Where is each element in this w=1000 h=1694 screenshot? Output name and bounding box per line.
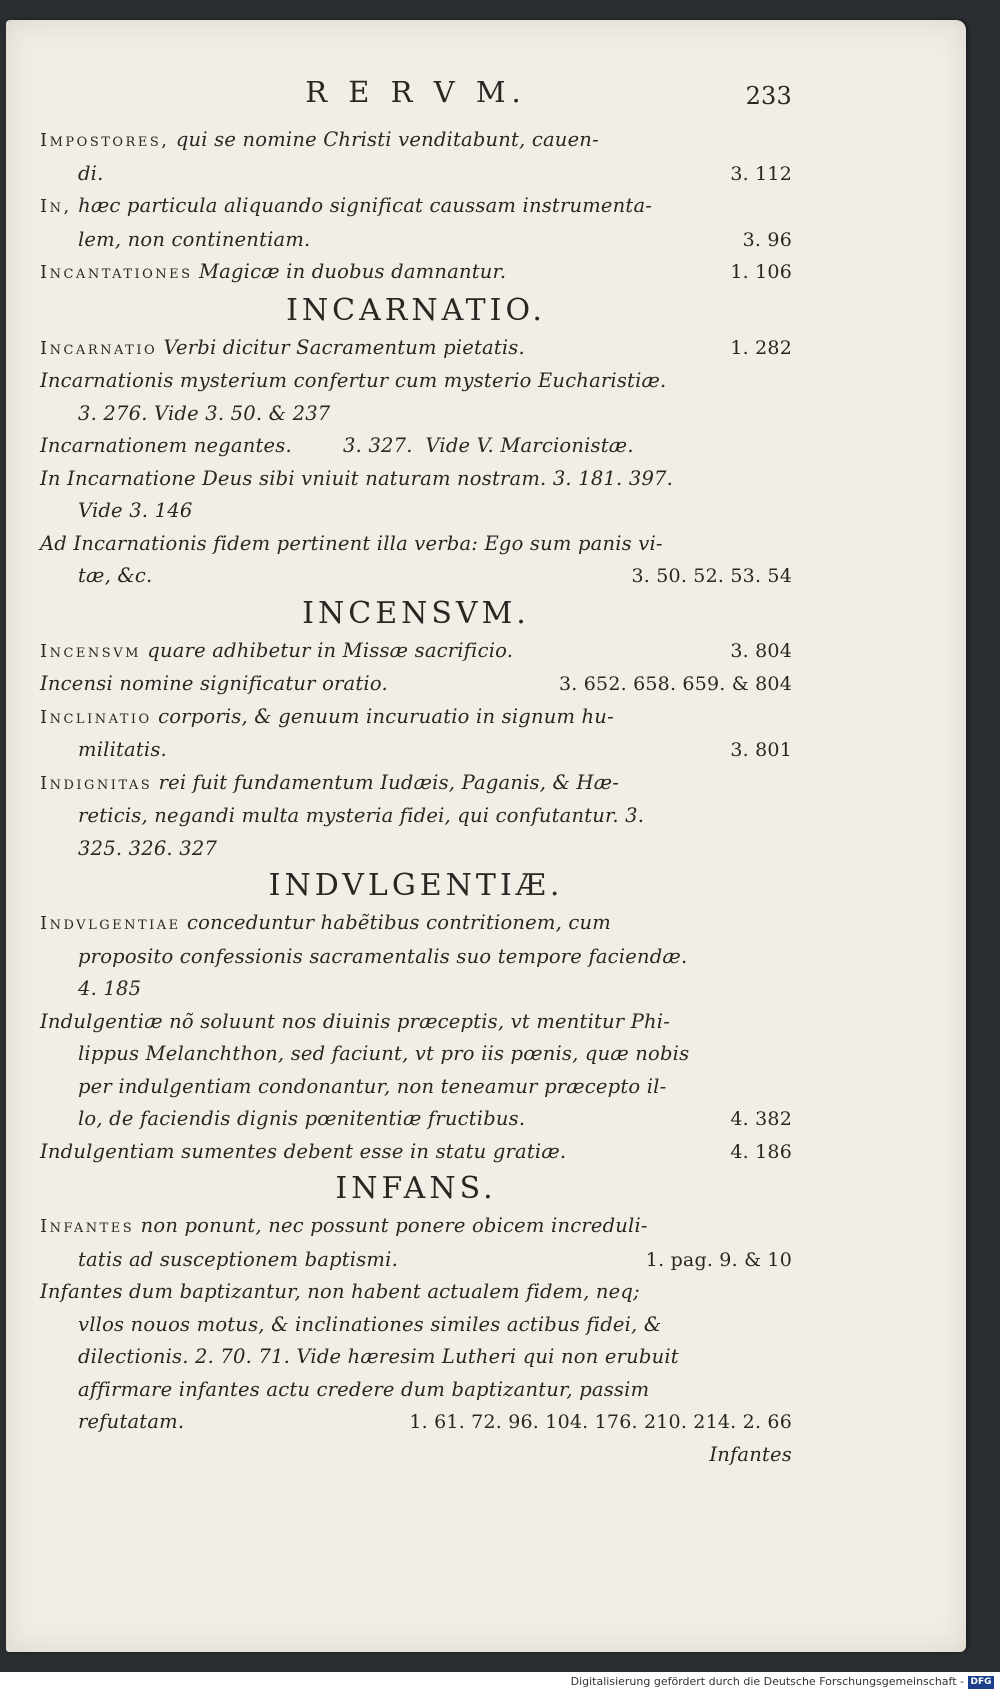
page-reference: 3. 801 bbox=[730, 739, 792, 761]
index-entry bbox=[40, 463, 792, 528]
index-entry bbox=[40, 635, 792, 669]
entry-text: 3. 276. Vide 3. 50. & 237 bbox=[78, 401, 331, 425]
entry-line bbox=[40, 1406, 792, 1439]
entry-text: corporis, & genuum incuruatio in signum hu- bbox=[151, 704, 614, 728]
entry-text: conceduntur habẽtibus contritionem, cum bbox=[180, 911, 611, 934]
section-heading: INDVLGENTIÆ. bbox=[268, 868, 564, 903]
entry-line bbox=[40, 734, 792, 767]
entry-line bbox=[40, 256, 792, 290]
index-entry bbox=[40, 1276, 792, 1439]
entry-text: lem, non continentiam. bbox=[78, 227, 311, 251]
entry-line bbox=[40, 833, 792, 866]
book-page bbox=[6, 20, 966, 1652]
entry-text: rei fuit fundamentum Iudæis, Paganis, & Hæ- bbox=[152, 770, 620, 794]
entry-text: qui se nomine Christi venditabunt, cauen- bbox=[169, 128, 599, 151]
footer-credit: Digitalisierung gefördert durch die Deutsche Forschungsgemeinschaft - bbox=[570, 1675, 964, 1688]
entry-text: dilectionis. 2. 70. 71. Vide hæresim Lutheri qui non erubuit bbox=[78, 1345, 679, 1368]
entry-text: Indulgentiæ nõ soluunt nos diuinis præceptis, vt mentitur Phi- bbox=[40, 1009, 671, 1033]
entry-line bbox=[40, 1136, 792, 1169]
entry-lead-word: Incantationes bbox=[40, 262, 193, 283]
entry-text: refutatam. bbox=[78, 1410, 185, 1433]
running-head bbox=[40, 72, 792, 124]
section-heading: INFANS. bbox=[335, 1171, 497, 1206]
dfg-logo: DFG bbox=[968, 1676, 994, 1689]
entry-line bbox=[40, 1210, 792, 1244]
entry-text: vllos nouos motus, & inclinationes similes actibus fidei, & bbox=[78, 1312, 662, 1336]
page-reference: 3. 112 bbox=[730, 162, 792, 185]
entry-line bbox=[40, 1374, 792, 1407]
entry-line bbox=[40, 907, 792, 941]
entry-text: 325. 326. 327 bbox=[78, 836, 218, 860]
entry-text: Infantes dum baptizantur, non habent actualem fidem, neq; bbox=[40, 1280, 640, 1303]
index-entry bbox=[40, 767, 792, 866]
index-content bbox=[40, 72, 792, 1471]
entry-text: di. bbox=[78, 161, 104, 185]
entry-line bbox=[40, 190, 792, 224]
entry-line bbox=[40, 1038, 792, 1071]
entry-line bbox=[40, 158, 792, 191]
entry-text: Incarnationis mysterium confertur cum mysterio Eucharistiæ. bbox=[40, 369, 667, 392]
entry-text: non ponunt, nec possunt ponere obicem increduli- bbox=[134, 1214, 648, 1237]
entry-text: Verbi dicitur Sacramentum pietatis. bbox=[157, 335, 525, 359]
entry-line bbox=[40, 701, 792, 735]
index-sections bbox=[40, 124, 792, 1439]
entry-line bbox=[40, 668, 792, 701]
page-reference: 1. pag. 9. & 10 bbox=[645, 1248, 792, 1271]
entry-text: In Incarnatione Deus sibi vniuit naturam nostram. 3. 181. 397. bbox=[40, 466, 674, 490]
entry-text: Vide 3. 146 bbox=[78, 499, 193, 522]
entry-text: Incarnationem negantes. 3. 327. Vide V. Marcionistæ. bbox=[40, 434, 634, 457]
entry-text: Incensi nomine significatur oratio. bbox=[40, 672, 388, 695]
running-head-word: R E R V M. bbox=[305, 75, 527, 109]
index-entry bbox=[40, 701, 792, 767]
digitization-footer bbox=[0, 1672, 1000, 1694]
index-entry bbox=[40, 1136, 792, 1169]
entry-line bbox=[40, 528, 792, 561]
entry-text: quare adhibetur in Missæ sacrificio. bbox=[140, 638, 514, 662]
index-entry bbox=[40, 332, 792, 366]
entry-lead-word: Incensvm bbox=[40, 640, 141, 662]
entry-line bbox=[40, 124, 792, 158]
index-entry bbox=[40, 256, 792, 290]
entry-lead-word: Infantes bbox=[40, 1216, 135, 1237]
page-reference: 3. 96 bbox=[742, 228, 792, 251]
index-entry bbox=[40, 1006, 792, 1136]
entry-line bbox=[40, 224, 792, 257]
entry-text: per indulgentiam condonantur, non teneamur præcepto il- bbox=[78, 1074, 667, 1098]
entry-lead-word: Inclinatio bbox=[40, 706, 152, 728]
entry-lead-word: Indignitas bbox=[40, 772, 153, 794]
entry-line bbox=[40, 800, 792, 833]
entry-text: militatis. bbox=[78, 738, 167, 761]
section-heading: INCENSVM. bbox=[302, 595, 530, 631]
page-reference: 1. 106 bbox=[730, 261, 792, 283]
entry-line bbox=[40, 941, 792, 974]
page-reference: 3. 652. 658. 659. & 804 bbox=[558, 673, 792, 695]
entry-line bbox=[40, 332, 792, 366]
entry-text: tatis ad susceptionem baptismi. bbox=[78, 1247, 398, 1271]
page-reference: 3. 50. 52. 53. 54 bbox=[631, 565, 792, 587]
entry-text: reticis, negandi multa mysteria fidei, qui confutantur. 3. bbox=[78, 804, 645, 827]
entry-text: affirmare infantes actu credere dum baptizantur, passim bbox=[78, 1377, 650, 1401]
entry-text: lippus Melanchthon, sed faciunt, vt pro iis pœnis, quæ nobis bbox=[78, 1042, 690, 1065]
index-entry bbox=[40, 668, 792, 701]
index-entry bbox=[40, 365, 792, 430]
index-entry bbox=[40, 190, 792, 256]
entry-line bbox=[40, 1309, 792, 1342]
page-number: 233 bbox=[745, 82, 792, 110]
entry-line bbox=[40, 560, 792, 593]
entry-line bbox=[40, 1006, 792, 1039]
entry-line bbox=[40, 635, 792, 669]
entry-line bbox=[40, 973, 792, 1006]
index-entry bbox=[40, 124, 792, 190]
page-reference: 4. 186 bbox=[730, 1140, 792, 1163]
entry-line bbox=[40, 430, 792, 463]
entry-text: hæc particula aliquando significat caussam instrumenta- bbox=[71, 194, 653, 217]
index-entry bbox=[40, 430, 792, 463]
entry-line bbox=[40, 495, 792, 528]
index-entry bbox=[40, 528, 792, 593]
index-entry bbox=[40, 907, 792, 1006]
entry-text: Magicæ in duobus damnantur. bbox=[192, 260, 507, 283]
entry-line bbox=[40, 463, 792, 496]
entry-text: Indulgentiam sumentes debent esse in statu gratiæ. bbox=[40, 1139, 567, 1163]
entry-text: 4. 185 bbox=[78, 977, 142, 1000]
page-reference: 3. 804 bbox=[730, 639, 792, 662]
page-reference: 1. 282 bbox=[730, 336, 792, 359]
entry-text: Ad Incarnationis fidem pertinent illa verba: Ego sum panis vi- bbox=[40, 531, 663, 555]
entry-lead-word: Indvlgentiae bbox=[40, 913, 181, 934]
entry-text: lo, de faciendis dignis pœnitentiæ fructibus. bbox=[78, 1107, 526, 1130]
entry-lead-word: In, bbox=[40, 196, 72, 217]
entry-line bbox=[40, 1276, 792, 1309]
entry-line bbox=[40, 1071, 792, 1104]
entry-text: tæ, &c. bbox=[78, 564, 153, 587]
entry-line bbox=[40, 365, 792, 398]
entry-line bbox=[40, 1341, 792, 1374]
entry-text: proposito confessionis sacramentalis suo tempore faciendæ. bbox=[78, 944, 688, 968]
catchword: Infantes bbox=[709, 1442, 792, 1466]
page-reference: 1. 61. 72. 96. 104. 176. 210. 214. 2. 66 bbox=[409, 1411, 792, 1433]
entry-line bbox=[40, 1244, 792, 1277]
index-entry bbox=[40, 1210, 792, 1276]
page-reference: 4. 382 bbox=[730, 1108, 792, 1130]
entry-lead-word: Incarnatio bbox=[40, 337, 158, 359]
section-heading: INCARNATIO. bbox=[286, 292, 546, 328]
entry-lead-word: Impostores, bbox=[40, 130, 170, 151]
entry-line bbox=[40, 398, 792, 431]
entry-line bbox=[40, 1103, 792, 1136]
entry-line bbox=[40, 767, 792, 801]
